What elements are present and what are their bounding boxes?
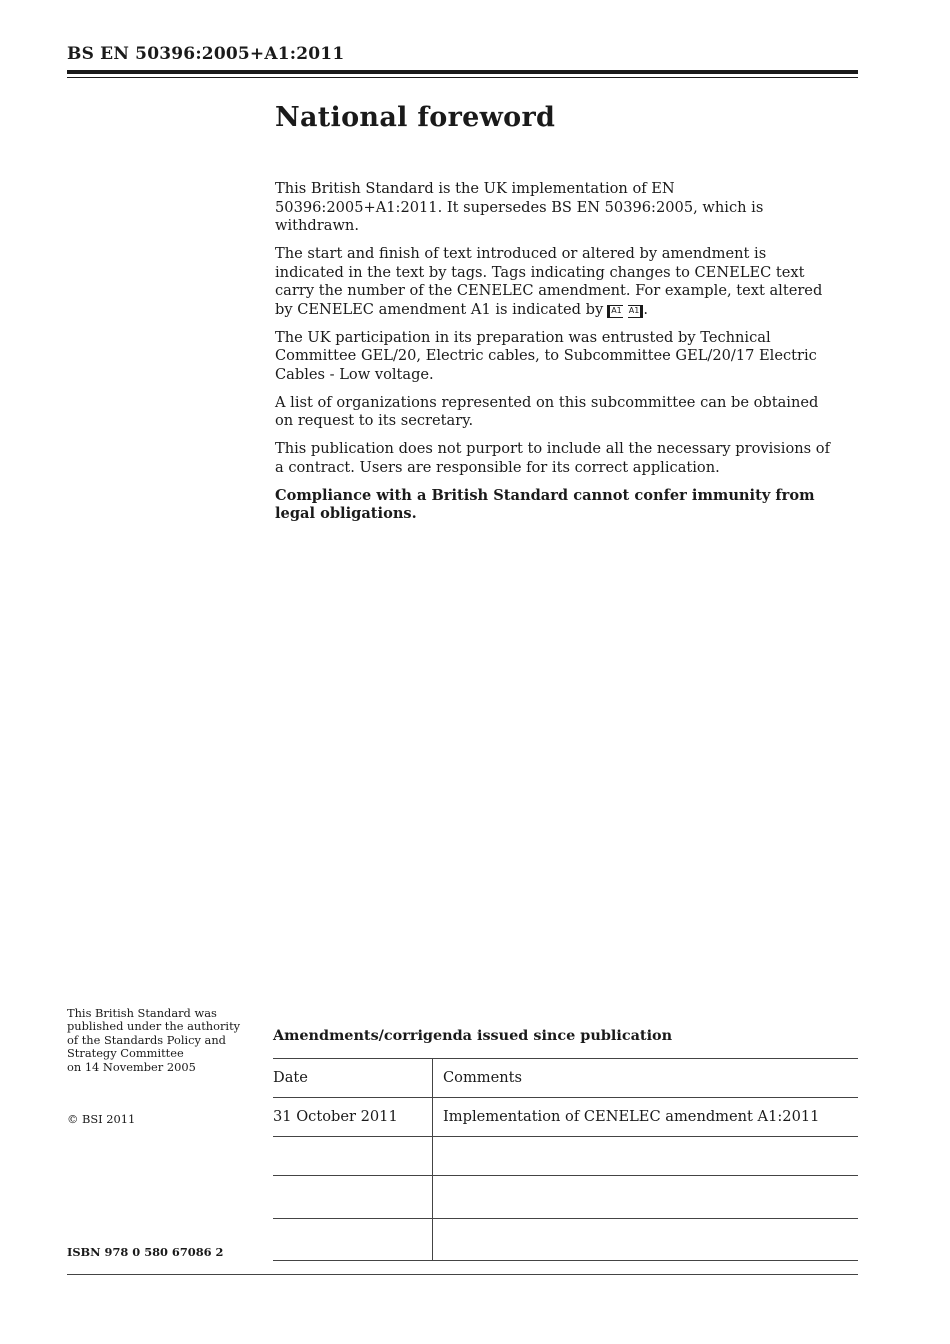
standard-code: BS EN 50396:2005+A1:2011 — [67, 44, 345, 64]
header-rule-thick — [67, 70, 858, 74]
cell-comments — [433, 1137, 858, 1175]
table-row — [273, 1218, 858, 1261]
amendment-end-tag-icon: A1 — [628, 305, 644, 318]
foreword-body — [275, 180, 835, 533]
table-row — [273, 1175, 858, 1218]
isbn: ISBN 978 0 580 67086 2 — [67, 1245, 224, 1259]
copyright: © BSI 2011 — [67, 1112, 136, 1126]
publication-note-line: published under the authority — [67, 1019, 241, 1034]
amendment-start-tag-icon: A1 — [607, 305, 623, 318]
cell-comments — [433, 1219, 858, 1260]
amendments-table — [273, 1058, 858, 1261]
publication-note-line: This British Standard was — [67, 1006, 217, 1020]
publication-note — [67, 1007, 257, 1074]
header-comments: Comments — [443, 1069, 523, 1086]
paragraph-implementation: This British Standard is the UK implementation of EN 50396:2005+A1:2011. It supersedes BS EN 50396:2005, which is withdrawn. — [275, 180, 764, 234]
amendments-title: Amendments/corrigenda issued since publication — [273, 1027, 673, 1044]
publication-note-line: of the Standards Policy and — [67, 1032, 226, 1047]
cell-comments — [433, 1176, 858, 1218]
page-title: National foreword — [275, 102, 556, 133]
table-header-row — [273, 1058, 858, 1097]
paragraph-organizations: A list of organizations represented on this subcommittee can be obtained on request to its secretary. — [275, 393, 819, 429]
publication-note-line: on 14 November 2005 — [67, 1059, 196, 1074]
cell-date — [273, 1137, 433, 1175]
cell-date — [273, 1219, 433, 1260]
cell-date: 31 October 2011 — [273, 1098, 433, 1136]
footer-rule — [67, 1274, 858, 1275]
header-rule-thin — [67, 77, 858, 78]
amendment-tags-text: The start and finish of text introduced or altered by amendment is indicated in the text by tags. Tags indicating changes to CENELEC text carry the number of the CENELEC amendment. For example, text altered by CENELEC amendment A1 is indicated by — [275, 245, 823, 318]
paragraph-amendment-tags: The start and finish of text introduced or altered by amendment is indicated in the text by tags. Tags indicating changes to CENELEC text carry the number of the CENELEC amendment. For example, text altered by CENELEC amendment A1 is indicated by A1 A1 . — [275, 245, 823, 318]
paragraph-contract: This publication does not purport to include all the necessary provisions of a contract. Users are responsible for its correct application. — [275, 440, 830, 476]
cell-comments: Implementation of CENELEC amendment A1:2011 — [443, 1108, 820, 1125]
header-date: Date — [273, 1059, 433, 1097]
table-row — [273, 1136, 858, 1175]
cell-date — [273, 1176, 433, 1218]
publication-note-line: Strategy Committee — [67, 1046, 184, 1061]
paragraph-participation: The UK participation in its preparation was entrusted by Technical Committee GEL/20, Electric cables, to Subcommittee GEL/20/17 Electric Cables - Low voltage. — [275, 328, 817, 383]
table-row — [273, 1097, 858, 1136]
paragraph-compliance: Compliance with a British Standard cannot confer immunity from legal obligations. — [275, 486, 815, 522]
